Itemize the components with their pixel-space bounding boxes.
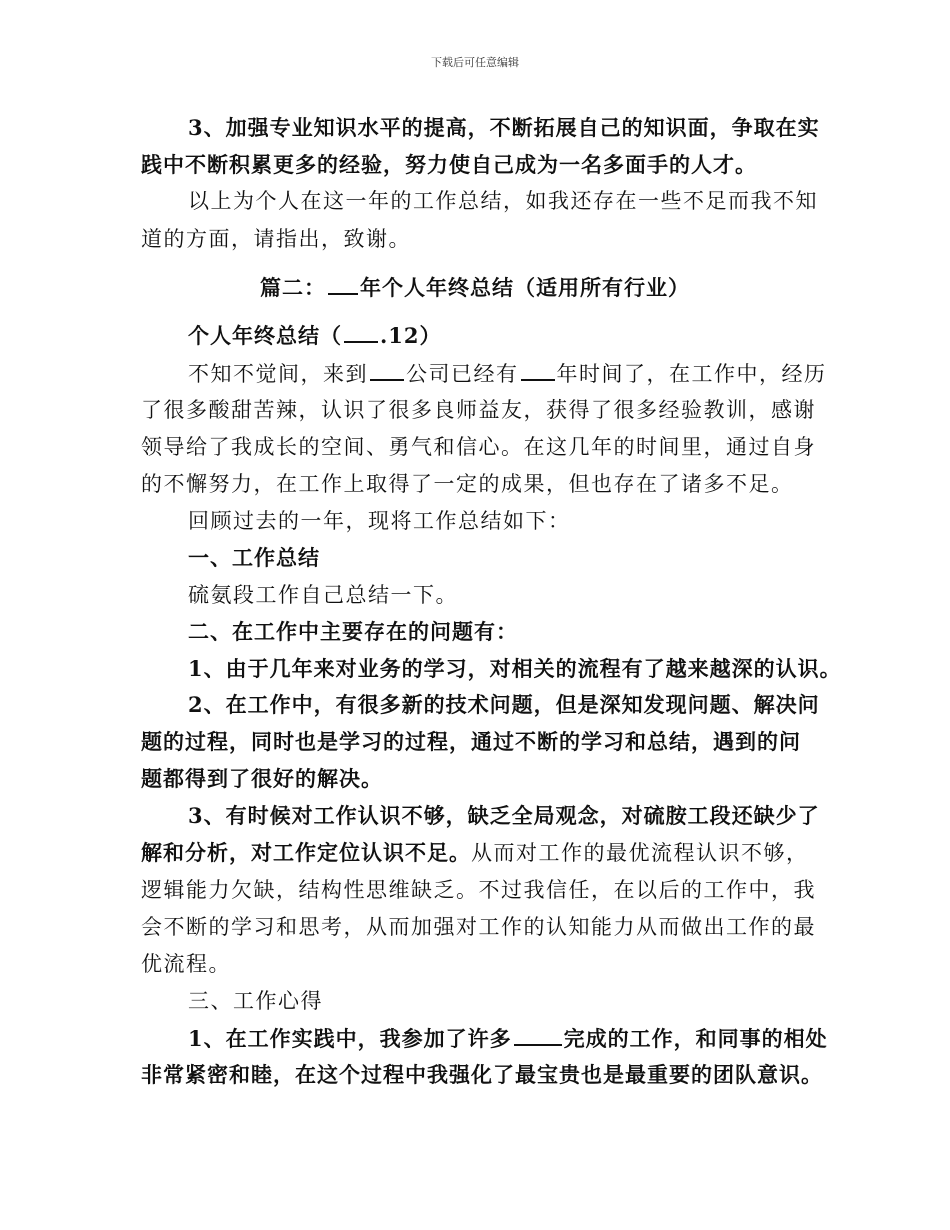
blank-underline — [344, 323, 378, 343]
paragraph-line: 1、在工作实践中，我参加了许多 完成的工作，和同事的相处 — [188, 1026, 828, 1051]
paragraph-line: 硫氨段工作自己总结一下。 — [188, 583, 458, 607]
blank-underline — [521, 361, 555, 381]
paragraph-line: 以上为个人在这一年的工作总结，如我还存在一些不足而我不知 — [188, 189, 818, 213]
paragraph-line: 1、由于几年来对业务的学习，对相关的流程有了越来越深的认识。 — [188, 657, 842, 681]
paragraph-line: 3、加强专业知识水平的提高，不断拓展自己的知识面，争取在实 — [188, 116, 820, 140]
paragraph-line: 道的方面，请指出，致谢。 — [141, 227, 411, 251]
paragraph-line: 优流程。 — [141, 952, 231, 976]
paragraph-line: 领导给了我成长的空间、勇气和信心。在这几年的时间里，通过自身 — [141, 435, 816, 459]
paragraph-line: 2、在工作中，有很多新的技术问题，但是深知发现问题、解决问 — [188, 693, 820, 717]
heading: 三、工作心得 — [188, 989, 323, 1013]
paragraph-line: 题都得到了很好的解决。 — [141, 767, 383, 791]
heading: 一、工作总结 — [188, 546, 320, 570]
paragraph-line: 的不懈努力，在工作上取得了一定的成果，但也存在了诸多不足。 — [141, 472, 794, 496]
paragraph-line: 3、有时候对工作认识不够，缺乏全局观念，对硫胺工段还缺少了 — [188, 804, 820, 828]
paragraph-line: 解和分析，对工作定位认识不足。从而对工作的最优流程认识不够， — [141, 841, 809, 865]
paragraph-line: 不知不觉间，来到 公司已经有 年时间了，在工作中，经历 — [188, 362, 827, 386]
subtitle: 个人年终总结（ .12） — [188, 323, 442, 348]
page-header: 下载后可任意编辑 — [431, 56, 519, 69]
section-title: 篇二： 年个人年终总结（适用所有行业） — [260, 275, 690, 300]
paragraph-line: 践中不断积累更多的经验，努力使自己成为一名多面手的人才。 — [141, 153, 757, 177]
heading: 二、在工作中主要存在的问题有： — [188, 620, 518, 644]
blank-underline — [328, 275, 358, 295]
paragraph-line: 逻辑能力欠缺，结构性思维缺乏。不过我信任，在以后的工作中，我 — [141, 878, 816, 902]
paragraph-line: 非常紧密和睦，在这个过程中我强化了最宝贵也是最重要的团队意识。 — [141, 1063, 823, 1087]
paragraph-line: 了很多酸甜苦辣，认识了很多良师益友，获得了很多经验教训，感谢 — [141, 398, 816, 422]
blank-underline — [514, 1026, 562, 1046]
paragraph-line: 题的过程，同时也是学习的过程，通过不断的学习和总结，遇到的问 — [141, 730, 801, 754]
paragraph-line: 会不断的学习和思考，从而加强对工作的认知能力从而做出工作的最 — [141, 915, 816, 939]
blank-underline — [370, 361, 404, 381]
paragraph-line: 回顾过去的一年，现将工作总结如下： — [188, 509, 571, 533]
